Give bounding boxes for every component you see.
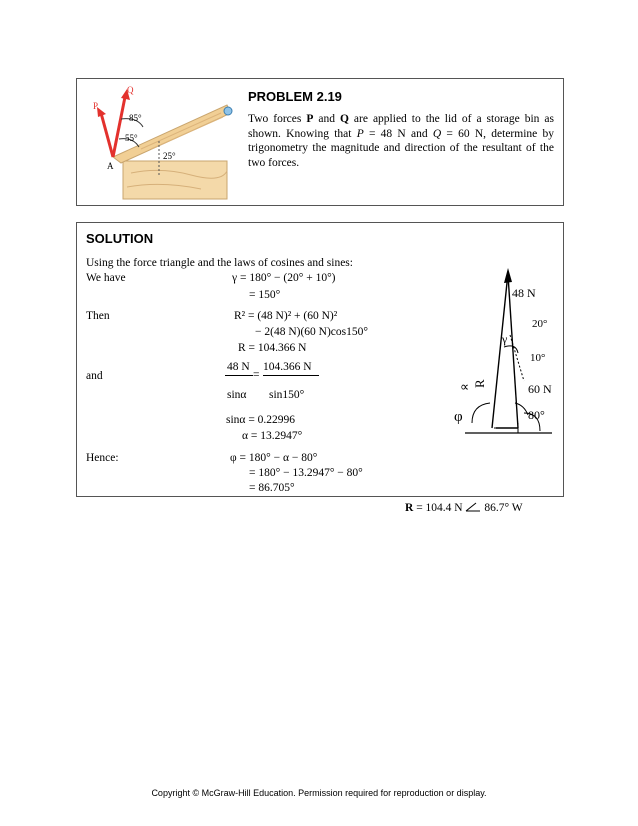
alpha-value: α = 13.2947° <box>242 430 303 442</box>
angle-25-label: 25° <box>163 151 176 161</box>
phi-eq-3: = 86.705° <box>249 482 295 494</box>
solution-box <box>76 222 564 497</box>
diagram-alpha: ∝ <box>460 379 470 394</box>
diagram-60n: 60 N <box>528 382 552 396</box>
solution-intro: Using the force triangle and the laws of cosines and sines: <box>86 257 353 269</box>
frac-line-right <box>263 375 319 376</box>
diagram-10deg: 10° <box>530 352 546 364</box>
frac-equals: = <box>253 369 260 381</box>
diagram-80deg: 80° <box>528 408 545 422</box>
phi-eq-2: = 180° − 13.2947° − 80° <box>249 467 363 479</box>
diagram-r: R <box>472 379 487 388</box>
frac-num-right: 104.366 N <box>263 361 312 373</box>
gamma-eq-1: γ = 180° − (20° + 10°) <box>232 272 336 284</box>
and-label: and <box>86 370 103 382</box>
then-label: Then <box>86 310 110 322</box>
label-p: P <box>93 101 99 111</box>
diagram-phi: φ <box>454 409 463 425</box>
problem-title: PROBLEM 2.19 <box>248 89 342 104</box>
we-have-label: We have <box>86 272 126 284</box>
solution-heading: SOLUTION <box>86 231 154 246</box>
gamma-eq-2: = 150° <box>249 289 281 301</box>
storage-bin-figure <box>81 83 241 203</box>
angle-85-label: 85° <box>129 113 142 123</box>
r-squared-eq-2: − 2(48 N)(60 N)cos150° <box>255 326 368 338</box>
diagram-gamma: γ <box>502 332 508 346</box>
angle-55-label: 55° <box>125 133 138 143</box>
problem-statement: Two forces P and Q are applied to the lid of a storage bin as shown. Knowing that P = 48 N and Q = 60 N, determine by trigonometry the magnitude and direction of the resultant of the two forces. <box>248 113 555 169</box>
copyright-footer: Copyright © McGraw-Hill Education. Permission required for reproduction or display. <box>151 788 487 798</box>
label-a: A <box>107 161 114 171</box>
hence-label: Hence: <box>86 452 119 464</box>
frac-num-left: 48 N <box>227 361 250 373</box>
diagram-20deg: 20° <box>532 318 548 330</box>
frac-line-left <box>225 375 253 376</box>
frac-den-right: sin150° <box>269 389 305 401</box>
r-squared-eq-1: R² = (48 N)² + (60 N)² <box>234 310 338 322</box>
force-triangle-sketch <box>432 263 557 443</box>
r-value: R = 104.366 N <box>238 342 307 354</box>
phi-eq-1: φ = 180° − α − 80° <box>230 452 318 464</box>
frac-den-left: sinα <box>227 389 247 401</box>
diagram-48n: 48 N <box>512 286 536 300</box>
direction-angle-icon <box>465 502 481 512</box>
sin-alpha-value: sinα = 0.22996 <box>226 414 296 426</box>
label-q: Q <box>127 85 134 95</box>
final-answer: R = 104.4 N 86.7° W <box>405 502 523 514</box>
problem-box <box>76 78 564 206</box>
